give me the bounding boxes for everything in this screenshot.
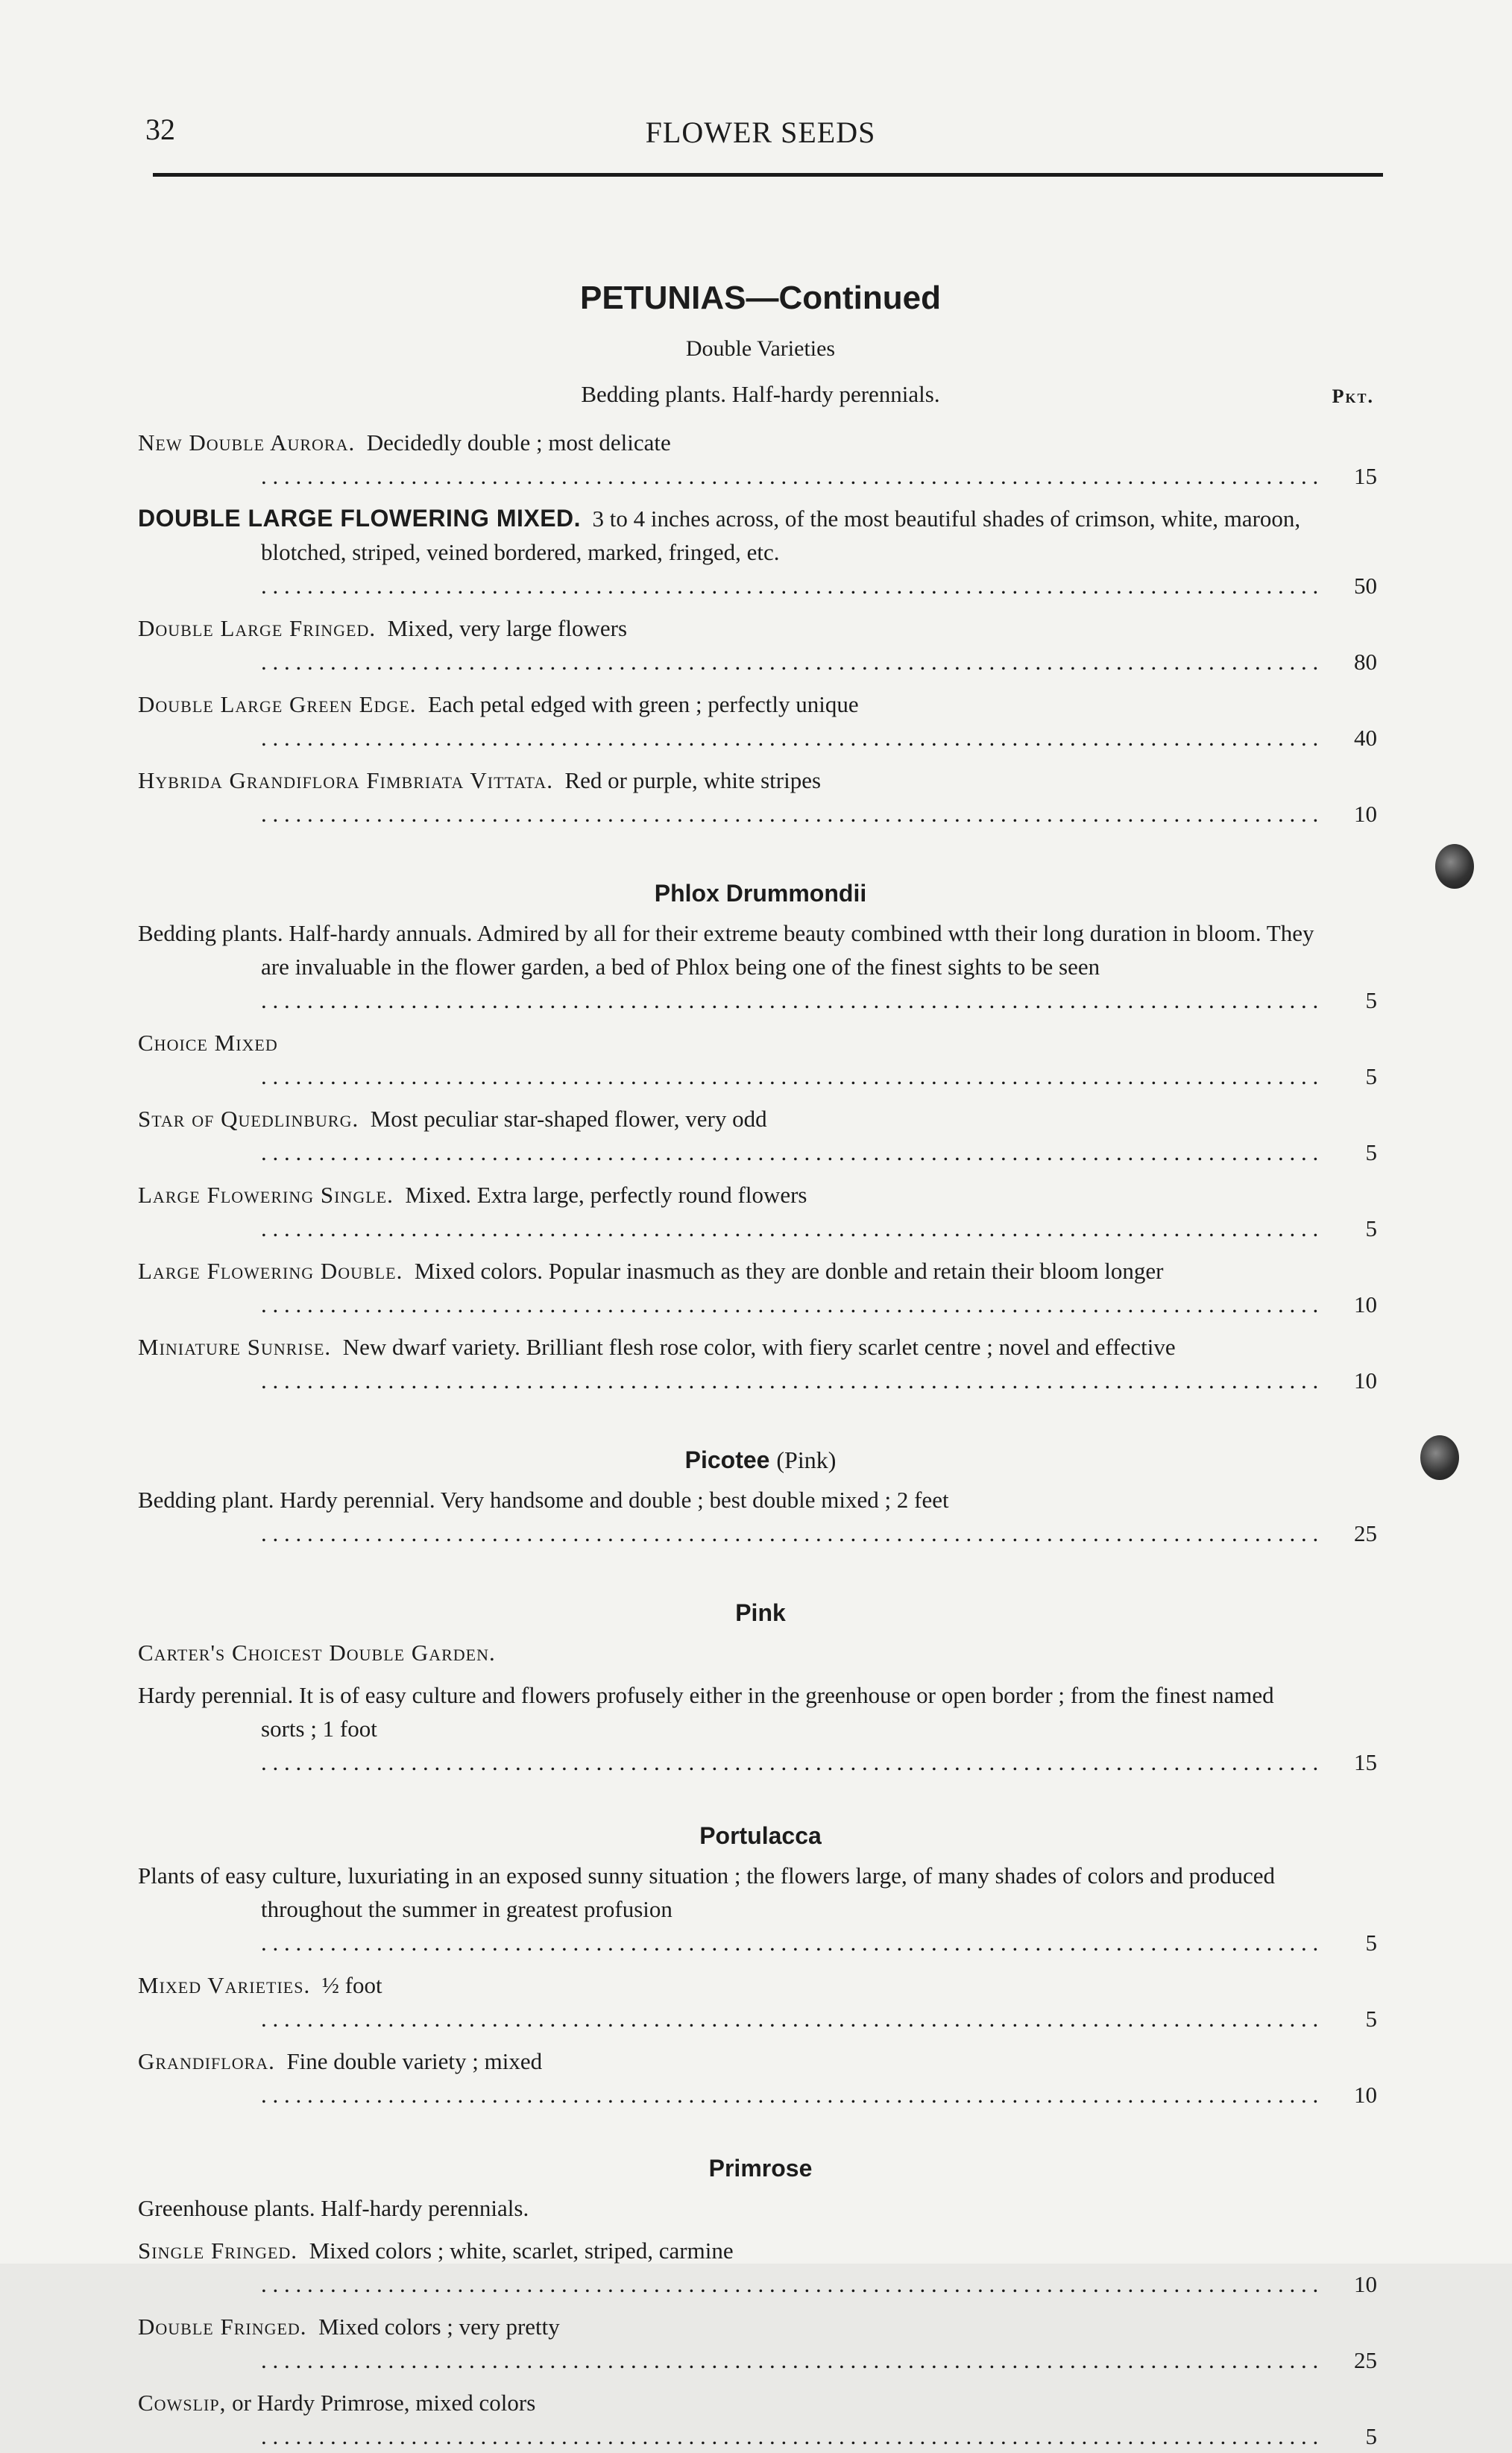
entry-desc: 3 to 4 inches across, of the most beautiful shades of crimson, white, maroon, blotched, striped, veined bordered, marked, fringed, etc. <box>261 506 1301 565</box>
entry-name: Grandiflora. <box>138 2048 275 2074</box>
entry-name: Cowslip, <box>138 2390 227 2416</box>
pkt-column-label: Pkt. <box>1332 385 1374 407</box>
list-item <box>138 1859 1383 1959</box>
entry-desc: Most peculiar star-shaped flower, very odd <box>370 1106 767 1132</box>
running-title: FLOWER SEEDS <box>645 116 876 149</box>
entry-name: Single Fringed. <box>138 2238 298 2264</box>
entry-name: Choice Mixed <box>138 1030 278 1056</box>
entry-name: Mixed Varieties. <box>138 1972 311 1998</box>
list-item <box>138 1330 1383 1397</box>
entry-name: Miniature Sunrise. <box>138 1334 332 1360</box>
entry-desc: Hardy perennial. It is of easy culture and flowers profusely either in the greenhouse or open border ; from the finest named sorts ; 1 foot <box>138 1682 1274 1742</box>
list-item <box>138 1254 1383 1321</box>
entry-price: 40 <box>1354 725 1377 751</box>
running-header <box>138 112 1383 171</box>
entry-name: Double Large Green Edge. <box>138 691 417 717</box>
binding-hole-upper <box>1435 844 1474 889</box>
list-item <box>138 763 1383 831</box>
petunias-subtitle: Double Varieties <box>685 336 836 361</box>
list-item <box>138 1678 1383 1779</box>
entry-desc: New dwarf variety. Brilliant flesh rose color, with fiery scarlet centre ; novel and effective <box>342 1334 1176 1360</box>
list-item <box>138 2044 1383 2112</box>
list-item <box>138 2234 1383 2301</box>
petunias-title: PETUNIAS—Continued <box>580 280 941 316</box>
list-item <box>138 1102 1383 1169</box>
entry-desc: Red or purple, white stripes <box>564 767 822 793</box>
entry-price: 5 <box>1365 2006 1377 2032</box>
entry-price: 5 <box>1365 987 1377 1013</box>
entry-desc: Bedding plant. Hardy perennial. Very handsome and double ; best double mixed ; 2 feet <box>138 1487 949 1513</box>
entry-price: 10 <box>1354 2271 1377 2297</box>
entry-desc: Mixed colors ; white, scarlet, striped, carmine <box>309 2238 734 2264</box>
entry-name: Hybrida Grandiflora Fimbriata Vittata. <box>138 767 553 793</box>
entry-desc: or Hardy Primrose, mixed colors <box>232 2390 536 2416</box>
list-item <box>138 426 1383 493</box>
list-item <box>138 1178 1383 1245</box>
entry-desc: ½ foot <box>321 1972 382 1998</box>
entry-desc: Mixed, very large flowers <box>387 615 628 641</box>
list-item <box>138 1636 1383 1669</box>
entry-price: 10 <box>1354 1367 1377 1394</box>
entry-price: 5 <box>1365 1215 1377 1241</box>
entry-name: New Double Aurora. <box>138 429 356 456</box>
entry-desc: Mixed. Extra large, perfectly round flowers <box>405 1182 807 1208</box>
page-content <box>138 112 1383 2453</box>
entry-desc: Fine double variety ; mixed <box>286 2048 543 2074</box>
entry-price: 15 <box>1354 1749 1377 1775</box>
entry-price: 5 <box>1365 2423 1377 2449</box>
entry-price: 50 <box>1354 573 1377 599</box>
entry-price: 80 <box>1354 649 1377 675</box>
entry-name: Star of Quedlinburg. <box>138 1106 359 1132</box>
entry-desc: Each petal edged with green ; perfectly unique <box>428 691 859 717</box>
phlox-title: Phlox Drummondii <box>654 880 867 907</box>
entry-name: Double Large Fringed. <box>138 615 377 641</box>
list-item <box>138 611 1383 678</box>
entry-name: DOUBLE LARGE FLOWERING MIXED. <box>138 505 582 532</box>
header-rule <box>153 173 1383 177</box>
petunias-intro-row <box>138 375 1383 417</box>
pink-title: Pink <box>735 1599 786 1626</box>
primrose-title: Primrose <box>708 2155 813 2182</box>
primrose-intro: Greenhouse plants. Half-hardy perennials. <box>138 2195 529 2221</box>
entry-name: Large Flowering Double. <box>138 1258 403 1284</box>
petunias-intro: Bedding plants. Half-hardy perennials. <box>581 381 940 407</box>
entry-price: 25 <box>1354 1520 1377 1546</box>
picotee-title <box>138 1446 1383 1474</box>
picotee-title-text: Picotee <box>684 1446 770 1473</box>
variety-name: Carter's Choicest Double Garden. <box>138 1640 496 1666</box>
list-item <box>138 502 1383 602</box>
list-item <box>138 916 1383 1017</box>
portulacca-title: Portulacca <box>699 1822 822 1849</box>
page-number: 32 <box>145 113 175 146</box>
list-item <box>138 2386 1383 2453</box>
entry-price: 5 <box>1365 1063 1377 1089</box>
entry-desc: Plants of easy culture, luxuriating in an exposed sunny situation ; the flowers large, of many shades of colors and produced throughout the summer in greatest profusion <box>138 1862 1275 1922</box>
entry-name: Large Flowering Single. <box>138 1182 394 1208</box>
list-item <box>138 2310 1383 2377</box>
entry-price: 10 <box>1354 1291 1377 1317</box>
list-item <box>138 1026 1383 1093</box>
entry-price: 25 <box>1354 2347 1377 2373</box>
list-item <box>138 1483 1383 1550</box>
list-item <box>138 2191 1383 2225</box>
entry-price: 5 <box>1365 1139 1377 1165</box>
entry-price: 10 <box>1354 2082 1377 2108</box>
binding-hole-lower <box>1420 1435 1459 1480</box>
entry-desc: Mixed colors ; very pretty <box>318 2314 560 2340</box>
entry-price: 15 <box>1354 463 1377 489</box>
entry-price: 10 <box>1354 801 1377 827</box>
entry-desc: Decidedly double ; most delicate <box>366 429 671 456</box>
entry-name: Double Fringed. <box>138 2314 307 2340</box>
entry-price: 5 <box>1365 1930 1377 1956</box>
list-item <box>138 687 1383 755</box>
entry-desc: Bedding plants. Half-hardy annuals. Admired by all for their extreme beauty combined wtth their long duration in bloom. They are invaluable in the flower garden, a bed of Phlox being one of the finest sights to be seen <box>138 920 1314 980</box>
entry-desc: Mixed colors. Popular inasmuch as they are donble and retain their bloom longer <box>414 1258 1164 1284</box>
list-item <box>138 1968 1383 2035</box>
picotee-title-suffix: (Pink) <box>776 1446 837 1473</box>
